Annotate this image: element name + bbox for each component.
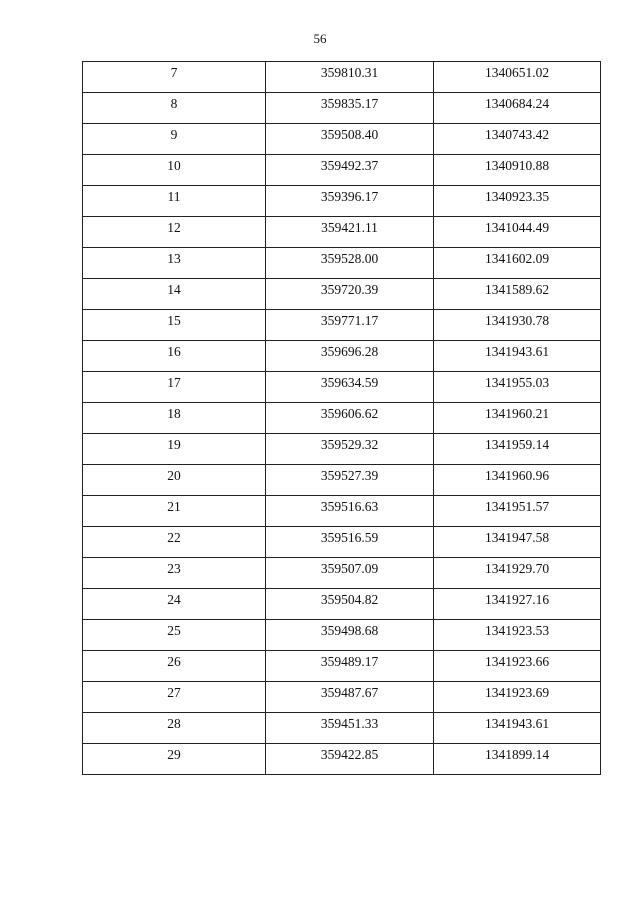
point-number-cell: 14 — [83, 279, 266, 310]
point-number-cell: 20 — [83, 465, 266, 496]
y-coordinate-cell: 1341589.62 — [434, 279, 601, 310]
point-number-cell: 21 — [83, 496, 266, 527]
x-coordinate-cell: 359508.40 — [266, 124, 434, 155]
y-coordinate-cell: 1341951.57 — [434, 496, 601, 527]
x-coordinate-cell: 359528.00 — [266, 248, 434, 279]
point-number-cell: 25 — [83, 620, 266, 651]
point-number-cell: 26 — [83, 651, 266, 682]
point-number-cell: 19 — [83, 434, 266, 465]
coordinates-table — [82, 61, 601, 775]
point-number-cell: 29 — [83, 744, 266, 775]
x-coordinate-cell: 359529.32 — [266, 434, 434, 465]
table-row — [83, 403, 601, 434]
table-row — [83, 496, 601, 527]
table-row — [83, 651, 601, 682]
y-coordinate-cell: 1341955.03 — [434, 372, 601, 403]
x-coordinate-cell: 359422.85 — [266, 744, 434, 775]
table-row — [83, 465, 601, 496]
x-coordinate-cell: 359421.11 — [266, 217, 434, 248]
table-row — [83, 744, 601, 775]
y-coordinate-cell: 1341960.96 — [434, 465, 601, 496]
y-coordinate-cell: 1341044.49 — [434, 217, 601, 248]
point-number-cell: 11 — [83, 186, 266, 217]
table-row — [83, 682, 601, 713]
x-coordinate-cell: 359487.67 — [266, 682, 434, 713]
point-number-cell: 17 — [83, 372, 266, 403]
table-row — [83, 434, 601, 465]
point-number-cell: 13 — [83, 248, 266, 279]
table-row — [83, 279, 601, 310]
x-coordinate-cell: 359835.17 — [266, 93, 434, 124]
coordinates-table-body — [83, 62, 601, 775]
table-row — [83, 93, 601, 124]
table-row — [83, 310, 601, 341]
point-number-cell: 16 — [83, 341, 266, 372]
table-row — [83, 62, 601, 93]
x-coordinate-cell: 359492.37 — [266, 155, 434, 186]
point-number-cell: 10 — [83, 155, 266, 186]
point-number-cell: 24 — [83, 589, 266, 620]
point-number-cell: 15 — [83, 310, 266, 341]
page-number: 56 — [313, 31, 327, 46]
y-coordinate-cell: 1340651.02 — [434, 62, 601, 93]
table-row — [83, 155, 601, 186]
point-number-cell: 7 — [83, 62, 266, 93]
x-coordinate-cell: 359527.39 — [266, 465, 434, 496]
y-coordinate-cell: 1340684.24 — [434, 93, 601, 124]
point-number-cell: 23 — [83, 558, 266, 589]
x-coordinate-cell: 359516.59 — [266, 527, 434, 558]
x-coordinate-cell: 359504.82 — [266, 589, 434, 620]
table-row — [83, 620, 601, 651]
table-row — [83, 558, 601, 589]
table-row — [83, 186, 601, 217]
y-coordinate-cell: 1341943.61 — [434, 713, 601, 744]
y-coordinate-cell: 1340743.42 — [434, 124, 601, 155]
x-coordinate-cell: 359516.63 — [266, 496, 434, 527]
x-coordinate-cell: 359451.33 — [266, 713, 434, 744]
point-number-cell: 18 — [83, 403, 266, 434]
x-coordinate-cell: 359489.17 — [266, 651, 434, 682]
table-row — [83, 713, 601, 744]
point-number-cell: 8 — [83, 93, 266, 124]
point-number-cell: 28 — [83, 713, 266, 744]
table-row — [83, 248, 601, 279]
x-coordinate-cell: 359498.68 — [266, 620, 434, 651]
y-coordinate-cell: 1341923.53 — [434, 620, 601, 651]
y-coordinate-cell: 1341602.09 — [434, 248, 601, 279]
y-coordinate-cell: 1341929.70 — [434, 558, 601, 589]
x-coordinate-cell: 359720.39 — [266, 279, 434, 310]
point-number-cell: 9 — [83, 124, 266, 155]
point-number-cell: 12 — [83, 217, 266, 248]
x-coordinate-cell: 359396.17 — [266, 186, 434, 217]
x-coordinate-cell: 359696.28 — [266, 341, 434, 372]
y-coordinate-cell: 1341899.14 — [434, 744, 601, 775]
y-coordinate-cell: 1340923.35 — [434, 186, 601, 217]
y-coordinate-cell: 1341930.78 — [434, 310, 601, 341]
table-row — [83, 341, 601, 372]
x-coordinate-cell: 359507.09 — [266, 558, 434, 589]
y-coordinate-cell: 1340910.88 — [434, 155, 601, 186]
point-number-cell: 22 — [83, 527, 266, 558]
x-coordinate-cell: 359771.17 — [266, 310, 434, 341]
table-row — [83, 124, 601, 155]
x-coordinate-cell: 359810.31 — [266, 62, 434, 93]
point-number-cell: 27 — [83, 682, 266, 713]
y-coordinate-cell: 1341927.16 — [434, 589, 601, 620]
table-row — [83, 527, 601, 558]
table-row — [83, 589, 601, 620]
x-coordinate-cell: 359606.62 — [266, 403, 434, 434]
table-row — [83, 372, 601, 403]
y-coordinate-cell: 1341923.66 — [434, 651, 601, 682]
y-coordinate-cell: 1341960.21 — [434, 403, 601, 434]
y-coordinate-cell: 1341947.58 — [434, 527, 601, 558]
y-coordinate-cell: 1341943.61 — [434, 341, 601, 372]
y-coordinate-cell: 1341923.69 — [434, 682, 601, 713]
table-row — [83, 217, 601, 248]
y-coordinate-cell: 1341959.14 — [434, 434, 601, 465]
x-coordinate-cell: 359634.59 — [266, 372, 434, 403]
